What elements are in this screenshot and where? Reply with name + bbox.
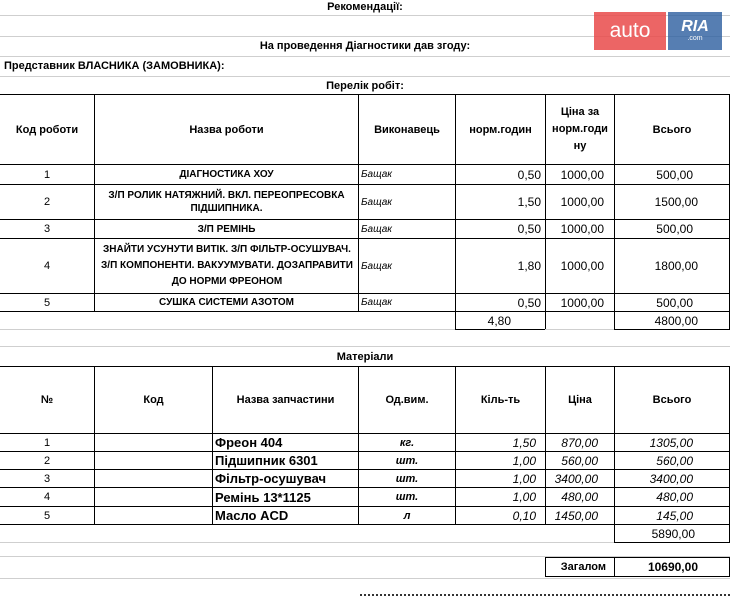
list-item-qty: 1,00 [512,453,536,468]
table-row-total: 500,00 [656,295,693,310]
table-row-name: З/П РОЛИК НАТЯЖНИЙ. ВКЛ. ПЕРЕОПРЕСОВКА ПІДШИПНИКА. [108,190,345,214]
list-item-total: 560,00 [656,453,693,468]
table-row-worker: Бащак [361,169,392,180]
table-row-price: 1000,00 [560,295,604,310]
table-row-total: 500,00 [656,167,693,182]
recommendations-label: Рекомендації: [327,1,403,13]
list-item-num: 4 [44,491,51,503]
list-item-name: Масло ACD [215,508,289,523]
list-item-price: 560,00 [561,453,598,468]
works-col-hours: норм.годин [469,123,532,136]
works-col-worker: Виконавець [374,123,440,136]
table-row-price: 1000,00 [560,259,604,273]
watermark-ria-text: RIA [681,18,709,35]
table-row-name: ДІАГНОСТИКА ХОУ [179,169,274,180]
materials-col-qty: Кіль-ть [480,394,521,406]
list-item-code [96,488,206,506]
table-row-code: 3 [43,223,51,235]
list-item-unit: шт. [395,472,419,485]
works-col-name: Назва роботи [189,123,264,136]
table-row-code: 1 [43,168,51,181]
grand-total-label: Загалом [560,561,606,573]
table-row-total: 1800,00 [654,259,698,273]
table-row-price: 1000,00 [560,167,604,182]
list-item-unit: шт. [395,454,419,467]
materials-col-total: Всього [652,394,692,406]
table-row-total: 500,00 [656,222,693,236]
table-row-worker: Бащак [361,223,392,235]
table-row-name: ЗНАЙТИ УСУНУТИ ВИТІК. З/П ФІЛЬТР-ОСУШУВАЧ. З/П КОМПОНЕНТИ. ВАКУУМУВАТИ. ДОЗАПРАВИТИ ДО НОРМИ ФРЕОНОМ [101,244,353,287]
list-item-total: 1305,00 [649,435,693,450]
list-item-name: Ремінь 13*1125 [215,489,311,505]
list-item-num: 2 [44,454,51,467]
works-col-price: Ціна за норм.годи ну [552,106,608,152]
materials-col-price: Ціна [568,394,592,406]
table-row-hours: 1,80 [517,259,541,273]
list-item-qty: 1,00 [512,490,536,504]
list-item-num: 5 [44,509,51,522]
grand-total-value: 10690,00 [647,560,698,574]
materials-col-unit: Од.вим. [385,394,429,406]
table-row-total: 1500,00 [654,195,698,209]
works-total-hours: 4,80 [487,313,511,328]
table-row-price: 1000,00 [560,222,604,236]
list-item-num: 1 [44,436,51,449]
list-item-code [96,507,206,524]
table-row-hours: 0,50 [517,222,541,236]
list-item-num: 3 [44,472,51,485]
consent-label: На проведення Діагностики дав згоду: [259,40,471,52]
list-item-code [96,434,206,451]
materials-col-num: № [40,394,54,406]
list-item-unit: кг. [399,436,415,449]
watermark-auto-text: auto [594,12,666,50]
list-item-unit: шт. [395,491,419,503]
materials-total-sum: 5890,00 [651,526,695,541]
list-item-total: 145,00 [656,508,693,523]
signature-line [360,594,730,596]
list-item-name: Фреон 404 [215,435,283,450]
table-row-hours: 1,50 [517,195,541,209]
table-row-code: 4 [43,260,51,272]
table-row-hours: 0,50 [517,295,541,310]
watermark-com-text: .com [687,35,703,42]
list-item-name: Фільтр-осушувач [215,471,327,486]
list-item-code [96,452,206,469]
list-item-price: 3400,00 [554,471,598,486]
table-row-code: 2 [43,196,51,208]
table-row-worker: Бащак [361,297,392,308]
list-item-price: 870,00 [561,435,598,450]
materials-title: Матеріали [336,350,394,363]
table-row-hours: 0,50 [517,167,541,182]
list-item-price: 1450,00 [554,508,598,523]
list-item-price: 480,00 [561,490,598,504]
list-item-name: Підшипник 6301 [215,453,318,468]
autoria-watermark-logo [594,12,722,50]
table-row-worker: Бащак [361,196,392,208]
table-row-name: СУШКА СИСТЕМИ АЗОТОМ [158,297,295,308]
works-total-sum: 4800,00 [654,313,698,328]
list-item-total: 3400,00 [649,471,693,486]
materials-col-code: Код [143,394,164,406]
list-item-qty: 1,00 [512,471,536,486]
works-col-total: Всього [652,123,692,136]
materials-col-name: Назва запчастини [236,394,335,406]
table-row-worker: Бащак [361,260,392,272]
table-row-name: З/П РЕМІНЬ [197,223,256,235]
list-item-unit: л [403,509,411,522]
table-row-price: 1000,00 [560,195,604,209]
works-title: Перелік робіт: [326,79,404,92]
list-item-qty: 0,10 [512,508,536,523]
watermark-ria-block [668,12,722,50]
list-item-qty: 1,50 [512,435,536,450]
works-col-code: Код роботи [15,123,79,136]
table-row-code: 5 [43,296,51,309]
list-item-code [96,470,206,487]
owner-label: Представник ВЛАСНИКА (ЗАМОВНИКА): [4,60,225,72]
list-item-total: 480,00 [656,490,693,504]
